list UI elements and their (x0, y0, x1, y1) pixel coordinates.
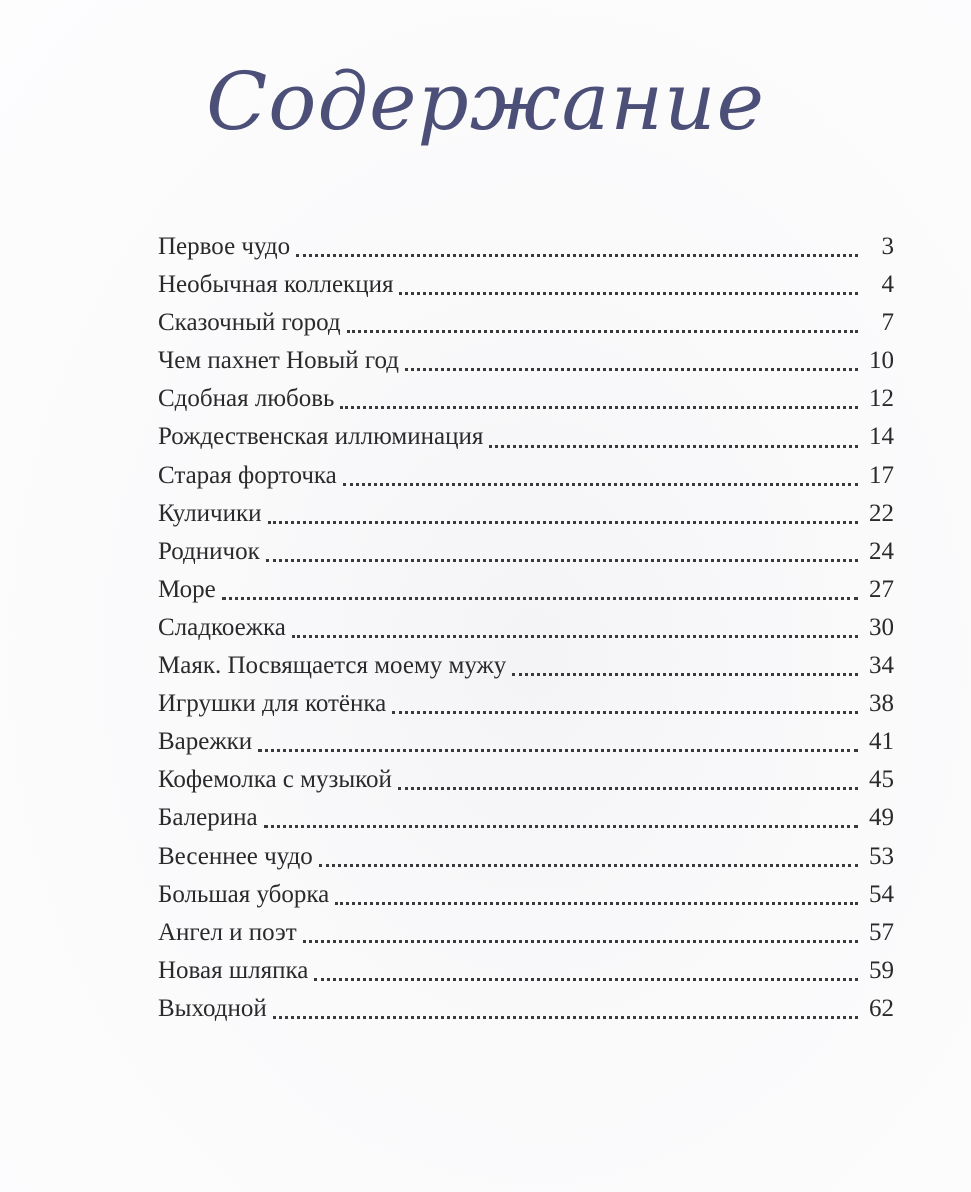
toc-dot-leader (273, 1015, 858, 1019)
toc-entry-title: Ангел и поэт (158, 918, 297, 946)
toc-entry-title: Сладкоежка (158, 613, 286, 641)
toc-dot-leader (405, 367, 858, 371)
toc-entry (158, 685, 894, 723)
toc-dot-leader (335, 901, 858, 905)
toc-entry-title: Родничок (158, 537, 260, 565)
toc-dot-leader (489, 444, 858, 448)
toc-entry-title: Кофемолка с музыкой (158, 766, 392, 794)
toc-entry (158, 495, 894, 533)
toc-entry (158, 990, 894, 1028)
toc-entry-title: Новая шляпка (158, 956, 309, 984)
toc-entry-page: 62 (869, 994, 894, 1022)
toc-dot-leader (392, 710, 858, 714)
toc-entry-title: Весеннее чудо (158, 842, 313, 870)
toc-dot-leader (264, 824, 858, 828)
toc-entry-page: 41 (869, 728, 894, 756)
toc-entry (158, 723, 894, 761)
toc-entry (158, 266, 894, 304)
toc-entry-page: 57 (869, 918, 894, 946)
toc-dot-leader (314, 977, 858, 981)
toc-dot-leader (258, 748, 858, 752)
toc-entry-page: 24 (869, 537, 894, 565)
toc-entry (158, 418, 894, 456)
toc-entry-title: Куличики (158, 499, 262, 527)
toc-entry-title: Сказочный город (158, 309, 341, 337)
toc-entry-page: 12 (869, 385, 894, 413)
toc-entry-title: Маяк. Посвящается моему мужу (158, 652, 507, 680)
toc-entry-title: Чем пахнет Новый год (158, 347, 399, 375)
toc-entry (158, 914, 894, 952)
toc-entry (158, 647, 894, 685)
toc-dot-leader (222, 596, 858, 600)
toc-entry-page: 53 (869, 842, 894, 870)
toc-entry (158, 380, 894, 418)
toc-entry-page: 59 (869, 956, 894, 984)
toc-entry-page: 4 (881, 271, 894, 299)
toc-dot-leader (343, 482, 858, 486)
toc-entry (158, 838, 894, 876)
toc-entry-page: 38 (869, 690, 894, 718)
table-of-contents (158, 228, 894, 1028)
toc-entry-title: Необычная коллекция (158, 271, 394, 299)
toc-dot-leader (512, 672, 858, 676)
toc-entry-title: Игрушки для котёнка (158, 690, 387, 718)
toc-entry-page: 3 (881, 233, 894, 260)
toc-dot-leader (319, 863, 858, 867)
toc-dot-leader (303, 939, 858, 943)
toc-dot-leader (398, 786, 858, 790)
toc-entry-title: Выходной (158, 994, 267, 1022)
toc-entry (158, 876, 894, 914)
toc-dot-leader (268, 520, 858, 524)
toc-entry-page: 17 (869, 461, 894, 489)
toc-entry-title: Рождественская иллюминация (158, 423, 484, 451)
toc-entry-title: Сдобная любовь (158, 385, 335, 413)
toc-entry-page: 30 (869, 613, 894, 641)
toc-entry-page: 45 (869, 766, 894, 794)
toc-entry-title: Большая уборка (158, 880, 330, 908)
toc-entry (158, 609, 894, 647)
toc-entry-title: Море (158, 575, 216, 603)
toc-entry (158, 342, 894, 380)
toc-entry-page: 54 (869, 880, 894, 908)
toc-entry-page: 7 (881, 309, 894, 337)
toc-entry-page: 22 (869, 499, 894, 527)
toc-entry-title: Варежки (158, 728, 253, 756)
toc-entry-page: 27 (869, 575, 894, 603)
toc-dot-leader (296, 253, 858, 257)
toc-entry (158, 457, 894, 495)
toc-entry-page: 34 (869, 652, 894, 680)
toc-dot-leader (399, 291, 858, 295)
toc-entry (158, 799, 894, 837)
toc-entry-page: 14 (869, 423, 894, 451)
toc-entry-title: Старая форточка (158, 461, 337, 489)
toc-entry (158, 228, 894, 266)
toc-entry-title: Балерина (158, 804, 258, 832)
toc-dot-leader (266, 558, 858, 562)
toc-dot-leader (340, 405, 858, 409)
toc-dot-leader (347, 329, 858, 333)
toc-entry (158, 571, 894, 609)
toc-entry (158, 533, 894, 571)
toc-entry-page: 10 (869, 347, 894, 375)
toc-dot-leader (292, 634, 858, 638)
toc-entry (158, 761, 894, 799)
page-title: Содержание (206, 55, 765, 148)
toc-entry-title: Первое чудо (158, 233, 291, 260)
toc-entry (158, 952, 894, 990)
toc-entry (158, 304, 894, 342)
toc-entry-page: 49 (869, 804, 894, 832)
